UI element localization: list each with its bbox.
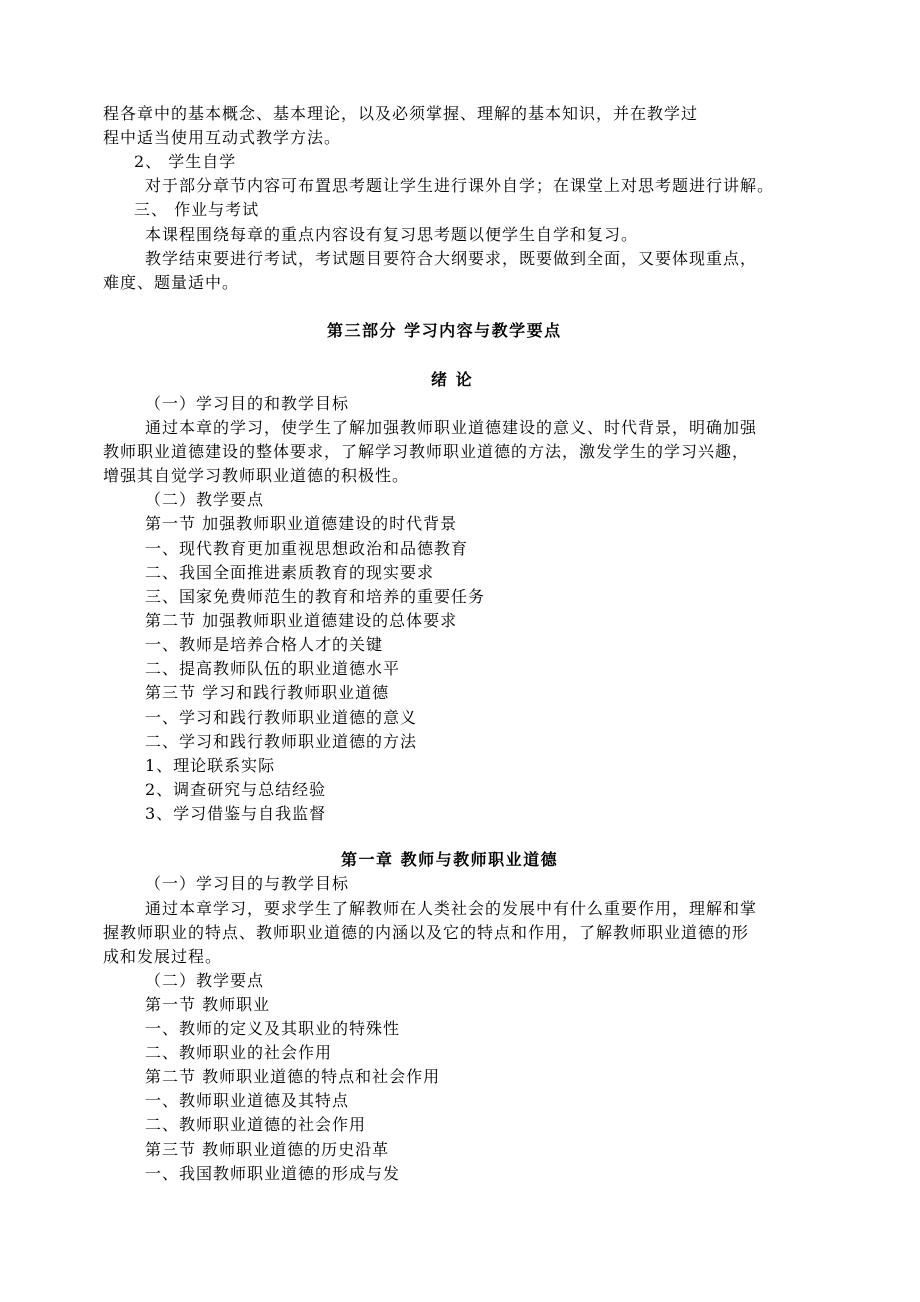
list-item: 3、学习借鉴与自我监督 [145,804,327,823]
list-item: 二、我国全面推进素质教育的现实要求 [145,563,435,582]
text-line: 难度、题量适中。 [103,273,240,292]
part-title: 第三部分 学习内容与教学要点 [327,321,562,340]
list-item: 一、现代教育更加重视思想政治和品德教育 [145,539,469,558]
list-item: 一、教师的定义及其职业的特殊性 [145,1019,401,1038]
list-item: 第三节 教师职业道德的历史沿革 [145,1140,390,1159]
text-line: 通过本章的学习，使学生了解加强教师职业道德建设的意义、时代背景，明确加强 [145,418,758,437]
text-line: 成和发展过程。 [103,947,223,966]
section-heading: 三、 作业与考试 [134,200,260,219]
text-line: 程中适当使用互动式教学方法。 [103,128,342,147]
text-line: 增强其自觉学习教师职业道德的积极性。 [103,466,410,485]
text-line: 本课程围绕每章的重点内容设有复习思考题以便学生自学和复习。 [145,225,639,244]
chapter-title: 绪 论 [431,370,474,389]
text-line: 通过本章学习，要求学生了解教师在人类社会的发展中有什么重要作用，理解和掌 [145,899,758,918]
text-line: 程各章中的基本概念、基本理论，以及必须掌握、理解的基本知识，并在教学过 [103,104,699,123]
list-item: 第二节 教师职业道德的特点和社会作用 [145,1067,441,1086]
list-item: 1、理论联系实际 [145,756,276,775]
text-line: 对于部分章节内容可布置思考题让学生进行课外自学；在课堂上对思考题进行讲解。 [145,176,775,195]
subsection-heading: （二）教学要点 [145,971,265,990]
list-item: 2、 学生自学 [134,152,237,171]
subsection-heading: （二）教学要点 [145,490,265,509]
list-item: 三、国家免费师范生的教育和培养的重要任务 [145,587,486,606]
list-item: 二、学习和践行教师职业道德的方法 [145,732,418,751]
list-item: 第一节 加强教师职业道德建设的时代背景 [145,514,458,533]
list-item: 2、调查研究与总结经验 [145,780,327,799]
chapter-title: 第一章 教师与教师职业道德 [341,850,559,869]
subsection-heading: （一）学习目的和教学目标 [145,394,350,413]
text-line: 教学结束要进行考试，考试题目要符合大纲要求，既要做到全面，又要体现重点， [145,249,758,268]
text-line: 握教师职业的特点、教师职业道德的内涵以及它的特点和作用，了解教师职业道德的形 [103,923,750,942]
list-item: 一、我国教师职业道德的形成与发 [145,1164,401,1183]
list-item: 一、学习和践行教师职业道德的意义 [145,708,418,727]
subsection-heading: （一）学习目的与教学目标 [145,874,350,893]
list-item: 二、教师职业道德的社会作用 [145,1115,367,1134]
list-item: 一、教师职业道德及其特点 [145,1091,350,1110]
list-item: 第三节 学习和践行教师职业道德 [145,683,390,702]
list-item: 第一节 教师职业 [145,995,271,1014]
list-item: 一、教师是培养合格人才的关键 [145,635,384,654]
list-item: 二、教师职业的社会作用 [145,1043,333,1062]
list-item: 第二节 加强教师职业道德建设的总体要求 [145,611,458,630]
list-item: 二、提高教师队伍的职业道德水平 [145,659,401,678]
text-line: 教师职业道德建设的整体要求，了解学习教师职业道德的方法，激发学生的学习兴趣， [103,442,750,461]
